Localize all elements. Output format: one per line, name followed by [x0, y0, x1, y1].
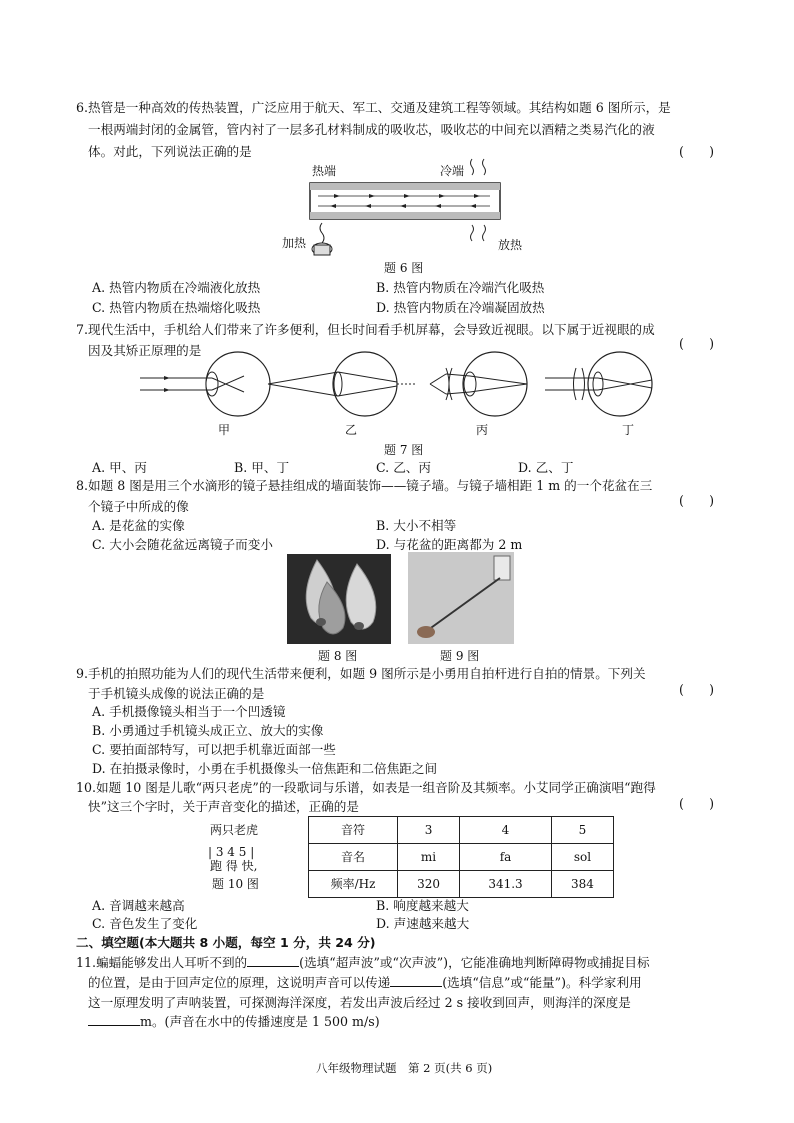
q6-option-b: B. 热管内物质在冷端汽化吸热: [376, 280, 545, 295]
eye-diagram-bing: [430, 352, 527, 416]
q11-blank-2[interactable]: [390, 974, 442, 987]
q8-line2: 个镜子中所成的像: [88, 499, 189, 514]
eye-diagram-yi: [268, 352, 415, 416]
q7-answer-bracket: ( ): [678, 336, 714, 351]
eye-diagram-ding: [545, 352, 652, 416]
q8-option-b: B. 大小不相等: [376, 518, 457, 533]
fig9-caption: 题 9 图: [440, 649, 480, 663]
q10-option-a: A. 音调越来越高: [92, 898, 185, 913]
q9-line1: 9.手机的拍照功能为人们的现代生活带来便利，如题 9 图所示是小勇用自拍杆进行自拍的情景。下列关: [76, 666, 646, 681]
q9-option-a: A. 手机摄像镜头相当于一个凹透镜: [92, 704, 286, 719]
q7-line1: 7.现代生活中，手机给人们带来了许多便利，但长时间看手机屏幕，会导致近视眼。以下属于近视眼的成: [76, 322, 655, 337]
table-row: [309, 844, 614, 871]
q11-line1: [76, 953, 650, 973]
fig6-cold-end-label: 冷端: [440, 164, 465, 178]
fig10-score: | 3 4 5 |: [208, 845, 255, 859]
q6-line3: 体。对此，下列说法正确的是: [88, 144, 252, 159]
q11-line1-start: 11.蝙蝠能够发出人耳听不到的: [76, 955, 248, 970]
q9-answer-bracket: ( ): [678, 682, 714, 697]
table-cell: 4: [460, 817, 552, 844]
q7-option-b: B. 甲、丁: [234, 460, 290, 475]
q6-option-d: D. 热管内物质在冷端凝固放热: [376, 300, 545, 315]
q6-option-a: A. 热管内物质在冷端液化放热: [92, 280, 261, 295]
table-cell: sol: [551, 844, 613, 871]
q11-line1-end: (选填“超声波”或“次声波”)，它能准确地判断障碍物或捕捉目标: [299, 955, 650, 970]
table-cell: mi: [398, 844, 460, 871]
fig7-label-yi: 乙: [345, 423, 358, 437]
q9-option-d: D. 在拍摄录像时，小勇在手机摄像头一倍焦距和二倍焦距之间: [92, 761, 438, 776]
table-cell: 384: [551, 871, 613, 898]
fig6-release-label: 放热: [498, 238, 523, 252]
q9-line2: 于手机镜头成像的说法正确的是: [88, 686, 265, 701]
q11-line4-end: m。(声音在水中的传播速度是 1 500 m/s): [140, 1014, 380, 1029]
q11-line4: [88, 1012, 380, 1032]
fig7-label-ding: 丁: [622, 423, 635, 437]
section-2-title: 二、填空题(本大题共 8 小题，每空 1 分，共 24 分): [76, 935, 376, 950]
mirror-wall-photo: [287, 554, 391, 644]
page-footer: 八年级物理试题 第 2 页(共 6 页): [316, 1061, 493, 1075]
fig10-caption: 题 10 图: [212, 877, 259, 891]
q7-line2: 因及其矫正原理的是: [88, 343, 202, 358]
q9-option-c: C. 要拍面部特写，可以把手机靠近面部一些: [92, 742, 336, 757]
heat-pipe-figure: [282, 155, 530, 265]
q11-line3: 这一原理发明了声呐装置，可探测海洋深度，若发出声波后经过 2 s 接收到回声，则海洋的深度是: [88, 995, 631, 1010]
table-header-cell: 音名: [309, 844, 398, 871]
q10-line1: 10.如题 10 图是儿歌“两只老虎”的一段歌词与乐谱，如表是一组音阶及其频率。小艾同学正确演唱“跑得: [76, 780, 656, 795]
q8-option-d: D. 与花盆的距离都为 2 m: [376, 537, 523, 552]
fig7-caption: 题 7 图: [384, 443, 424, 457]
fig10-lyrics: 跑 得 快,: [210, 859, 258, 873]
q6-line1: 6.热管是一种高效的传热装置，广泛应用于航天、军工、交通及建筑工程等领域。其结构如题 6 图所示，是: [76, 100, 671, 115]
table-cell: fa: [460, 844, 552, 871]
table-cell: 5: [551, 817, 613, 844]
table-cell: 341.3: [460, 871, 552, 898]
q10-line2: 快”这三个字时，关于声音变化的描述，正确的是: [88, 799, 359, 814]
q8-line1: 8.如题 8 图是用三个水滴形的镜子悬挂组成的墙面装饰——镜子墙。与镜子墙相距 1 m 的一个花盆在三: [76, 478, 653, 493]
q10-option-c: C. 音色发生了变化: [92, 916, 198, 931]
q9-option-b: B. 小勇通过手机镜头成正立、放大的实像: [92, 723, 324, 738]
q6-line2: 一根两端封闭的金属管，管内衬了一层多孔材料制成的吸收芯，吸收芯的中间充以酒精之类易汽化的液: [88, 122, 655, 137]
table-header-cell: 音符: [309, 817, 398, 844]
q8-option-c: C. 大小会随花盆远离镜子而变小: [92, 537, 273, 552]
q11-line2-end: (选填“信息”或“能量”)。科学家利用: [442, 975, 642, 990]
table-row: [309, 871, 614, 898]
q11-line2-start: 的位置，是由于回声定位的原理，这说明声音可以传递: [88, 975, 391, 990]
q8-answer-bracket: ( ): [678, 493, 714, 508]
fig8-caption: 题 8 图: [318, 649, 358, 663]
table-header-cell: 频率/Hz: [309, 871, 398, 898]
q6-option-c: C. 热管内物质在热端熔化吸热: [92, 300, 261, 315]
q6-answer-bracket: ( ): [678, 144, 714, 159]
eye-diagrams-figure: [140, 350, 680, 430]
q11-line2: [88, 973, 642, 993]
table-cell: 3: [398, 817, 460, 844]
q7-option-c: C. 乙、丙: [376, 460, 431, 475]
eye-diagram-jia: [140, 352, 270, 416]
fig6-heating-label: 加热: [282, 236, 307, 250]
fig10-song-title: 两只老虎: [210, 823, 259, 837]
q11-blank-3[interactable]: [88, 1013, 140, 1026]
fig7-label-jia: 甲: [218, 423, 231, 437]
q10-option-b: B. 响度越来越大: [376, 898, 469, 913]
q7-option-a: A. 甲、丙: [92, 460, 147, 475]
q8-option-a: A. 是花盆的实像: [92, 518, 185, 533]
q11-blank-1[interactable]: [247, 954, 299, 967]
table-row: [309, 817, 614, 844]
note-frequency-table: [308, 816, 614, 898]
fig6-hot-end-label: 热端: [312, 164, 337, 178]
fig6-caption: 题 6 图: [384, 261, 424, 275]
q10-answer-bracket: ( ): [678, 796, 714, 811]
q10-option-d: D. 声速越来越大: [376, 916, 470, 931]
table-cell: 320: [398, 871, 460, 898]
q7-option-d: D. 乙、丁: [518, 460, 574, 475]
selfie-stick-photo: [408, 552, 514, 644]
fig7-label-bing: 丙: [476, 423, 489, 437]
